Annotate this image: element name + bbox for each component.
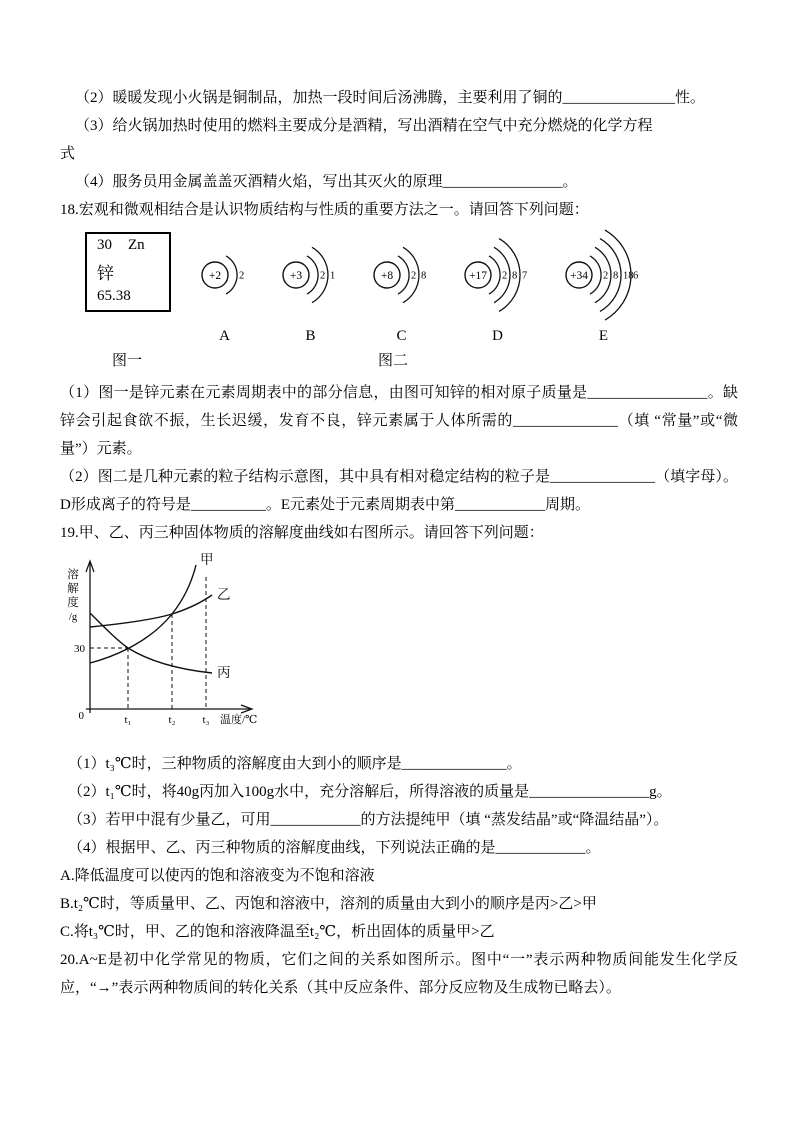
- figure2-caption: 图二: [378, 353, 409, 369]
- svg-text:+3: +3: [289, 270, 303, 282]
- svg-text:7: 7: [522, 270, 528, 282]
- atom-structure-svg: [195, 227, 254, 323]
- q17-item4: （4）服务员用金属盖盖灭酒精火焰，写出其灭火的原理________________。: [75, 174, 578, 190]
- q17-item3: （3）给火锅加热时使用的燃料主要成分是酒精，写出酒精在空气中充分燃烧的化学方程: [75, 118, 653, 134]
- element-name: 锌: [97, 263, 114, 283]
- svg-text:2: 2: [239, 270, 245, 282]
- atomic-mass: 65.38: [97, 288, 131, 304]
- q17-item2: （2）暖暖发现小火锅是铜制品，加热一段时间后汤沸腾，主要利用了铜的_______________性。: [75, 90, 706, 106]
- svg-text:0: 0: [78, 710, 84, 722]
- svg-text:+2: +2: [208, 270, 222, 282]
- svg-text:2: 2: [411, 270, 417, 282]
- atom-diagram-A: [195, 227, 254, 345]
- atom-label: A: [219, 328, 230, 344]
- svg-text:乙: 乙: [217, 587, 231, 602]
- svg-text:溶: 溶: [67, 569, 79, 581]
- svg-text:8: 8: [613, 270, 619, 282]
- q19-item3: （3）若甲中混有少量乙，可用____________的方法提纯甲（填 “蒸发结晶”或“降温结晶”）。: [68, 812, 669, 828]
- svg-text:2: 2: [502, 270, 508, 282]
- svg-text:/g: /g: [68, 612, 78, 623]
- svg-text:30: 30: [74, 643, 85, 655]
- q19-item4: （4）根据甲、乙、丙三种物质的溶解度曲线，下列说法正确的是____________。: [68, 840, 601, 856]
- q19-optionC: C.将t₃℃时，甲、乙的饱和溶液降温至t₂℃，析出固体的质量甲>乙: [60, 924, 495, 940]
- periodic-table-cell: [85, 232, 171, 312]
- svg-text:8: 8: [421, 270, 427, 282]
- svg-text:t₃: t₃: [202, 714, 210, 726]
- solubility-curve-chart: [60, 551, 738, 748]
- q19-title: 19.甲、乙、丙三种固体物质的溶解度曲线如右图所示。请回答下列问题：: [60, 525, 544, 541]
- atomic-number: 30: [97, 237, 112, 253]
- svg-text:甲: 甲: [200, 552, 214, 567]
- atom-structure-svg: [367, 227, 436, 323]
- atom-structure-svg: [276, 227, 345, 323]
- periodic-cell-top: [97, 237, 161, 254]
- atom-structure-diagrams: [195, 227, 648, 345]
- q19-item2: （2）t₁℃时，将40g丙加入100g水中，充分溶解后，所得溶液的质量是________________g。: [68, 784, 672, 800]
- figure-captions: [60, 349, 738, 379]
- svg-text:+8: +8: [380, 270, 394, 282]
- atom-structure-svg: [458, 227, 537, 323]
- svg-text:1: 1: [330, 270, 336, 282]
- atom-diagram-E: [559, 227, 648, 345]
- solubility-chart-svg: [60, 551, 292, 743]
- svg-text:+34: +34: [570, 270, 588, 282]
- atom-label: C: [396, 328, 407, 344]
- atom-diagram-B: [276, 227, 345, 345]
- atom-structure-svg: [559, 227, 648, 323]
- q17-item3-continuation: 式: [60, 146, 76, 162]
- q19-item1: （1）t₃℃时，三种物质的溶解度由大到小的顺序是______________。: [68, 756, 522, 772]
- svg-text:t₂: t₂: [168, 714, 176, 726]
- svg-text:解: 解: [67, 583, 79, 595]
- atom-label: B: [305, 328, 316, 344]
- q18-item1: （1）图一是锌元素在元素周期表中的部分信息，由图可知锌的相对原子质量是________________。缺锌会引起食欲不振，生长迟缓，发育不良，锌元素属于人体所需的______________（填 “常量”或“微量”）元素。: [60, 385, 738, 457]
- svg-text:2: 2: [603, 270, 609, 282]
- q18-title: 18.宏观和微观相结合是认识物质结构与性质的重要方法之一。请回答下列问题：: [60, 202, 589, 218]
- q19-optionA: A.降低温度可以使丙的饱和溶液变为不饱和溶液: [60, 868, 375, 884]
- svg-text:8: 8: [512, 270, 518, 282]
- atom-diagram-D: [458, 227, 537, 345]
- svg-text:t₁: t₁: [124, 714, 132, 726]
- q18-item2: （2）图二是几种元素的粒子结构示意图，其中具有相对稳定结构的粒子是______________（填字母）。D形成离子的符号是__________。E元素处于元素周期表中第____________周期。: [60, 469, 738, 513]
- atom-label: E: [598, 328, 609, 344]
- svg-text:6: 6: [633, 270, 639, 282]
- q19-optionB: B.t₂℃时，等质量甲、乙、丙饱和溶液中，溶剂的质量由大到小的顺序是丙>乙>甲: [60, 896, 597, 912]
- svg-text:丙: 丙: [217, 665, 231, 680]
- atom-diagram-C: [367, 227, 436, 345]
- figure1-caption: 图一: [112, 353, 143, 369]
- svg-text:度: 度: [67, 597, 79, 609]
- atom-label: D: [492, 328, 503, 344]
- svg-text:温度/℃: 温度/℃: [220, 714, 258, 726]
- q18-figure-row: [85, 227, 738, 345]
- svg-text:18: 18: [623, 270, 634, 282]
- svg-text:2: 2: [320, 270, 326, 282]
- svg-text:+17: +17: [469, 270, 487, 282]
- q18-figure: [60, 227, 738, 379]
- element-symbol: Zn: [128, 237, 145, 253]
- q20-text: 20.A~E是初中化学常见的物质，它们之间的关系如图所示。图中“一”表示两种物质间能发生化学反应，“→”表示两种物质间的转化关系（其中反应条件、部分反应物及生成物已略去）。: [60, 952, 738, 996]
